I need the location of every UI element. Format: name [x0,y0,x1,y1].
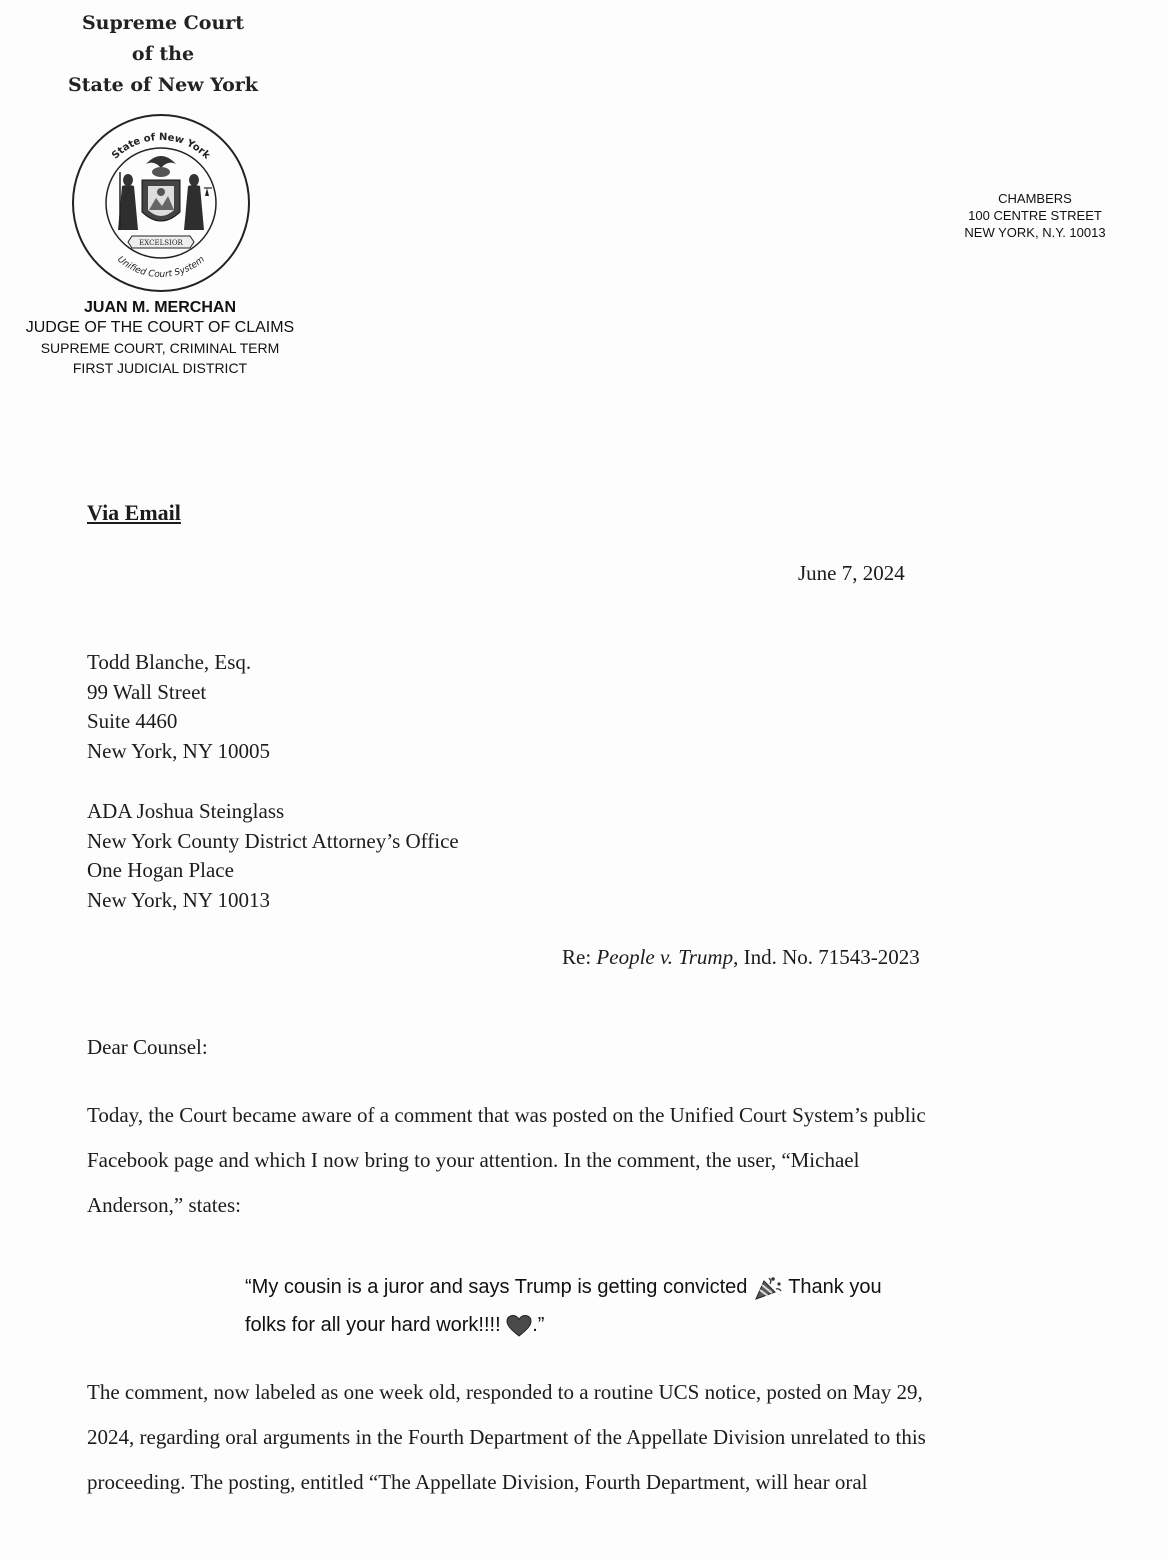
judge-title-2: SUPREME COURT, CRIMINAL TERM [40,340,280,356]
chambers-line1: CHAMBERS [998,191,1072,206]
paragraph-line: The comment, now labeled as one week old, responded to a routine UCS notice, posted on May 29, [87,1380,923,1404]
quoted-comment [245,1268,882,1344]
quote-line-1 [245,1268,882,1306]
address-line: One Hogan Place [87,858,234,882]
salutation: Dear Counsel: [87,1035,208,1059]
paragraph-line: Anderson,” states: [87,1193,241,1217]
quote-text: “My cousin is a juror and says Trump is getting convicted [245,1276,748,1298]
quote-line-2 [245,1306,882,1344]
paragraph-line: Today, the Court became aware of a comment that was posted on the Unified Court System’s public [87,1103,926,1127]
address-line: Suite 4460 [87,709,178,733]
delivery-method: Via Email [87,500,181,525]
judge-block [0,298,320,378]
re-prefix: Re: [562,945,597,969]
court-title [48,8,278,101]
court-title-line1: Supreme Court [81,12,245,34]
address-line: 99 Wall Street [87,679,207,704]
court-title-line3: State of New York [68,74,258,96]
quote-text: .” [532,1314,545,1336]
re-line [562,945,920,970]
address-line: New York, NY 10005 [87,738,270,763]
recipient-address-2 [87,797,459,915]
address-line: New York County District Attorney’s Office [87,828,459,853]
seal-top-text: State of New York [110,131,212,162]
address-line: New York, NY 10013 [87,887,270,912]
paragraph-line: proceeding. The posting, entitled “The Appellate Division, Fourth Department, will hear oral [87,1470,868,1494]
judge-name: JUAN M. MERCHAN [84,299,236,316]
case-name: People v. Trump [596,945,734,969]
quote-text: folks for all your hard work!!!! [245,1314,501,1336]
paragraph-line: Facebook page and which I now bring to your attention. In the comment, the user, “Michael [87,1148,860,1172]
recipient-address-1 [87,648,270,766]
address-line: Todd Blanche, Esq. [87,650,252,674]
heart-icon [506,1315,532,1337]
chambers-address [930,190,1140,241]
seal-motto: EXCELSIOR [139,239,183,247]
chambers-line2: 100 CENTRE STREET [968,208,1102,223]
quote-text: Thank you [788,1276,882,1298]
address-line: ADA Joshua Steinglass [87,799,285,823]
judge-title-3: FIRST JUDICIAL DISTRICT [72,360,248,376]
court-title-line2: of the [131,43,195,65]
party-popper-icon [753,1275,783,1301]
seal-bottom-text: Unified Court System [115,254,207,281]
paragraph-line: 2024, regarding oral arguments in the Fourth Department of the Appellate Division unrelated to this [87,1425,926,1449]
letter-date: June 7, 2024 [798,561,905,585]
chambers-line3: NEW YORK, N.Y. 10013 [964,225,1106,240]
court-seal [70,112,252,294]
body-paragraph-1 [87,1093,1127,1228]
indictment-number: , Ind. No. 71543-2023 [733,945,920,969]
body-paragraph-2 [87,1370,1127,1505]
judge-title-1: JUDGE OF THE COURT OF CLAIMS [25,319,295,336]
